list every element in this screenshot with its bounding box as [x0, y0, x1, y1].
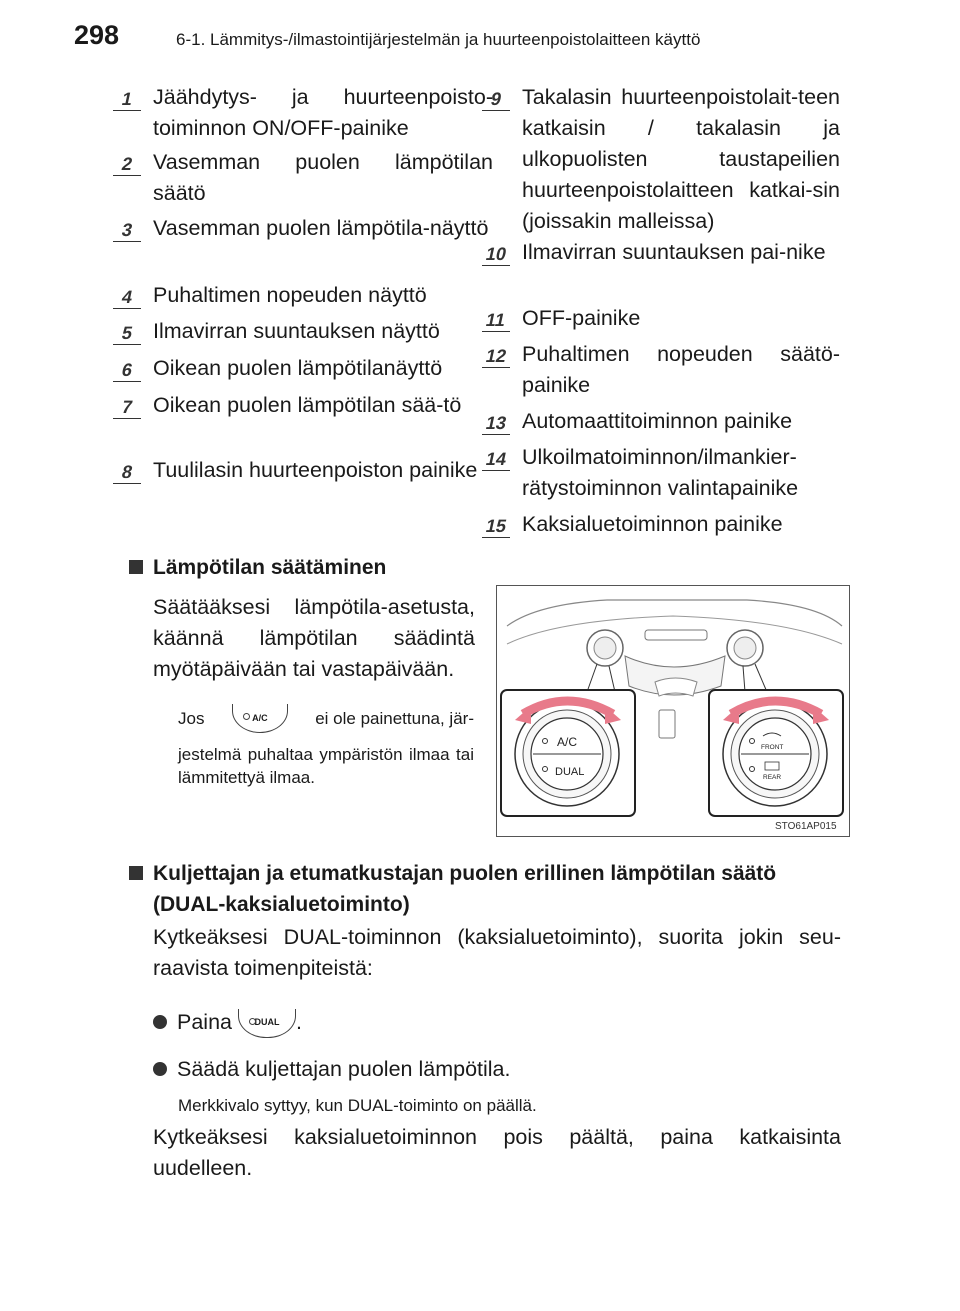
legend-number: 8 [113, 459, 141, 484]
legend-text: Kaksialuetoiminnon painike [522, 512, 783, 536]
front-defrost-label: FRONT [761, 744, 784, 751]
legend-item-2 [119, 147, 493, 209]
temperature-section-title: Lämpötilan säätäminen [129, 556, 386, 580]
legend-item-12 [483, 339, 840, 401]
figure-caption: STO61AP015 [775, 821, 837, 832]
ac-note-line1: ei ole painettuna, jär- [315, 709, 474, 728]
legend-number: 4 [113, 284, 141, 309]
dual-bullet-2: Säädä kuljettajan puolen lämpötila. [153, 1054, 510, 1085]
dual-section-title: Kuljettajan ja etumatkustajan puolen erillinen lämpötilan säätö (DUAL-kaksialuetoiminto) [129, 858, 849, 920]
legend-number: 12 [482, 343, 510, 368]
legend-number: 2 [113, 151, 141, 176]
climate-control-figure [496, 585, 850, 837]
bullet-icon [153, 1062, 167, 1076]
legend-text: Automaattitoiminnon painike [522, 409, 793, 433]
legend-item-4 [119, 280, 493, 311]
legend-text: Ilmavirran suuntauksen näyttö [153, 319, 440, 343]
legend-item-1 [119, 82, 493, 144]
section-square-icon [129, 866, 143, 880]
legend-text: Puhaltimen nopeuden näyttö [153, 283, 427, 307]
dual-button-icon: DUAL [238, 1009, 296, 1038]
legend-item-13 [483, 406, 840, 437]
legend-item-3 [119, 213, 493, 244]
legend-item-7 [119, 390, 493, 421]
ac-note-prefix: Jos [178, 709, 205, 728]
legend-text: Vasemman puolen lämpötila-näyttö [153, 216, 489, 240]
dual-intro: Kytkeäksesi DUAL-toiminnon (kaksialuetoiminto), suorita jokin seu-raavista toimenpiteistä: [153, 925, 841, 980]
ac-note [178, 704, 474, 789]
legend-text: Tuulilasin huurteenpoiston painike [153, 458, 478, 482]
legend-item-14 [483, 442, 840, 504]
legend-number: 15 [482, 513, 510, 538]
legend-text: Ilmavirran suuntauksen pai-nike [522, 240, 826, 264]
chapter-title: 6-1. Lämmitys-/ilmastointijärjestelmän ja huurteenpoistolaitteen käyttö [176, 30, 701, 49]
legend-item-6 [119, 353, 493, 384]
rear-defrost-label: REAR [763, 774, 782, 781]
legend-item-8 [119, 455, 493, 486]
legend-item-5 [119, 316, 493, 347]
ac-knob-label: A/C [557, 735, 578, 749]
temperature-body: Säätääksesi lämpötila-asetusta, käännä lämpötilan säädintä myötäpäivään tai vastapäivään. [153, 595, 475, 681]
legend-item-11 [484, 303, 840, 334]
legend-text: OFF-painike [522, 306, 641, 330]
legend-number: 5 [113, 320, 141, 345]
legend-number: 14 [482, 446, 510, 471]
legend-number: 7 [113, 394, 141, 419]
legend-text: Oikean puolen lämpötilanäyttö [153, 356, 443, 380]
legend-number: 11 [482, 307, 510, 332]
bullet-icon [153, 1015, 167, 1029]
legend-text: Vasemman puolen lämpötilan säätö [153, 150, 493, 205]
legend-item-9 [488, 82, 840, 237]
dual-closing: Kytkeäksesi kaksialuetoiminnon pois päältä, paina katkaisinta uudelleen. [153, 1125, 841, 1180]
legend-number: 3 [113, 217, 141, 242]
section-square-icon [129, 560, 143, 574]
legend-number: 13 [482, 410, 510, 435]
dashboard-illustration [497, 586, 849, 836]
legend-text: Ulkoilmatoiminnon/ilmankier-rätystoiminnon valintapainike [522, 445, 799, 500]
legend-item-10 [483, 237, 840, 268]
legend-text: Takalasin huurteenpoistolait-teen katkaisin / takalasin ja ulkopuolisten taustapeilien huurteenpoistolaitteen katkai-sin (joissakin malleissa) [522, 85, 840, 233]
dual-bullet-1: Paina DUAL . [153, 1007, 302, 1038]
legend-number: 10 [482, 241, 510, 266]
legend-number: 6 [113, 357, 141, 382]
legend-number: 1 [113, 86, 141, 111]
ac-note-rest: jestelmä puhaltaa ympäristön ilmaa tai lämmitettyä ilmaa. [178, 745, 474, 787]
legend-text: Jäähdytys- ja huurteenpoisto-toiminnon ON/OFF-painike [153, 85, 493, 140]
dual-small-note: Merkkivalo syttyy, kun DUAL-toiminto on päällä. [178, 1096, 537, 1115]
legend-text: Puhaltimen nopeuden säätö-painike [522, 342, 840, 397]
legend-text: Oikean puolen lämpötilan sää-tö [153, 393, 462, 417]
dual-knob-label: DUAL [555, 766, 585, 778]
legend-number: 9 [482, 86, 510, 111]
legend-item-15 [483, 509, 840, 540]
page-number: 298 [74, 20, 120, 50]
ac-button-icon: A/C [232, 704, 288, 733]
